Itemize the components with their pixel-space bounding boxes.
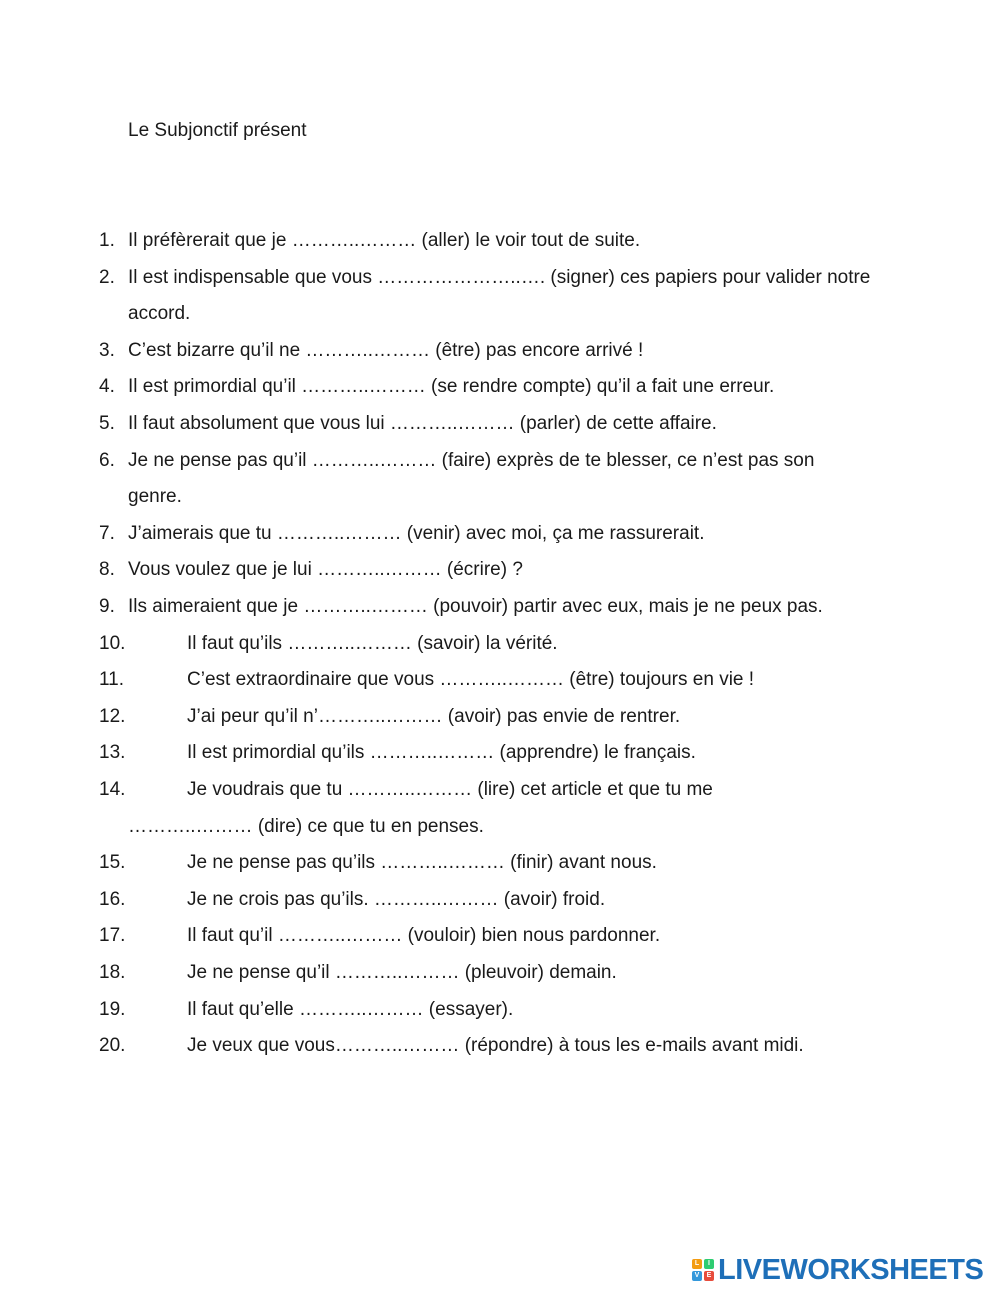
exercise-number: 2. [99, 267, 115, 288]
exercise-number: 10. [99, 633, 126, 654]
exercise-number: 16. [99, 889, 126, 910]
exercise-sentence: J’ai peur qu’il n’………..……… (avoir) pas envie de rentrer. [187, 706, 681, 727]
exercise-sentence: Il faut absolument que vous lui ………..……… (parler) de cette affaire. [128, 413, 717, 434]
exercise-item [0, 412, 1000, 436]
exercise-item [0, 961, 1000, 985]
exercise-sentence: Vous voulez que je lui ………..……… (écrire) ? [128, 559, 523, 580]
exercise-number: 11. [99, 669, 125, 690]
exercise-sentence: Je ne pense qu’il ………..……… (pleuvoir) demain. [187, 962, 617, 983]
exercise-sentence: Je voudrais que tu ………..……… (lire) cet article et que tu me [187, 779, 713, 800]
exercise-continuation: genre. [128, 486, 182, 507]
liveworksheets-logo [692, 1256, 983, 1284]
exercise-number: 13. [99, 742, 126, 763]
exercise-sentence: Je ne crois pas qu’ils. ………..……… (avoir) froid. [187, 889, 606, 910]
logo-letter: E [704, 1271, 714, 1281]
exercise-item [0, 595, 1000, 619]
exercise-sentence: Il est primordial qu’ils ………..……… (apprendre) le français. [187, 742, 696, 763]
exercise-item [0, 266, 1000, 290]
exercise-number: 7. [99, 523, 115, 544]
exercise-item [0, 632, 1000, 656]
exercise-sentence: Je ne pense pas qu’ils ………..……… (finir) avant nous. [187, 852, 657, 873]
exercise-number: 3. [99, 340, 115, 361]
exercise-continuation: ………..……… (dire) ce que tu en penses. [128, 816, 484, 837]
exercise-number: 14. [99, 779, 126, 800]
exercise-item [0, 1034, 1000, 1058]
exercise-number: 15. [99, 852, 126, 873]
exercise-sentence: J’aimerais que tu ………..……… (venir) avec moi, ça me rassurerait. [128, 523, 705, 544]
exercise-sentence: Je veux que vous………..……… (répondre) à tous les e-mails avant midi. [187, 1035, 804, 1056]
exercise-sentence: C’est extraordinaire que vous ………..……… (être) toujours en vie ! [187, 669, 755, 690]
exercise-item [0, 558, 1000, 582]
exercise-number: 17. [99, 925, 126, 946]
exercise-item [0, 924, 1000, 948]
exercise-item [0, 449, 1000, 473]
exercise-sentence: Il est indispensable que vous …………………..…. (signer) ces papiers pour valider notre [128, 267, 871, 288]
exercise-sentence: Il préfèrerait que je ………..……… (aller) le voir tout de suite. [128, 230, 641, 251]
page-title: Le Subjonctif présent [128, 120, 307, 141]
exercise-number: 20. [99, 1035, 126, 1056]
exercise-item [0, 998, 1000, 1022]
liveworksheets-logo-icon [692, 1259, 714, 1281]
exercise-sentence: Ils aimeraient que je ………..……… (pouvoir) partir avec eux, mais je ne peux pas. [128, 596, 823, 617]
exercise-item [0, 375, 1000, 399]
exercise-item [0, 705, 1000, 729]
logo-text: LIVEWORKSHEETS [718, 1254, 984, 1286]
logo-letter: I [704, 1259, 714, 1269]
exercise-item [0, 339, 1000, 363]
exercise-item [0, 851, 1000, 875]
exercise-item [0, 778, 1000, 802]
exercise-sentence: Il faut qu’ils ………..……… (savoir) la vérité. [187, 633, 558, 654]
exercise-number: 6. [99, 450, 115, 471]
exercise-sentence: Il faut qu’il ………..……… (vouloir) bien nous pardonner. [187, 925, 661, 946]
exercise-continuation: accord. [128, 303, 191, 324]
exercise-item [0, 522, 1000, 546]
exercise-number: 4. [99, 376, 115, 397]
exercise-sentence: Il est primordial qu’il ………..……… (se rendre compte) qu’il a fait une erreur. [128, 376, 775, 397]
exercise-sentence: Je ne pense pas qu’il ………..……… (faire) exprès de te blesser, ce n’est pas son [128, 450, 815, 471]
exercise-number: 8. [99, 559, 115, 580]
exercise-number: 12. [99, 706, 126, 727]
exercise-sentence: C’est bizarre qu’il ne ………..……… (être) pas encore arrivé ! [128, 340, 644, 361]
exercise-sentence: Il faut qu’elle ………..……… (essayer). [187, 999, 514, 1020]
exercise-number: 18. [99, 962, 126, 983]
exercise-number: 9. [99, 596, 115, 617]
exercise-number: 19. [99, 999, 126, 1020]
exercise-item [0, 668, 1000, 692]
logo-letter: V [692, 1271, 702, 1281]
exercise-number: 1. [99, 230, 115, 251]
exercise-item [0, 888, 1000, 912]
exercise-number: 5. [99, 413, 115, 434]
exercise-item [0, 229, 1000, 253]
logo-letter: L [692, 1259, 702, 1269]
exercise-item [0, 741, 1000, 765]
